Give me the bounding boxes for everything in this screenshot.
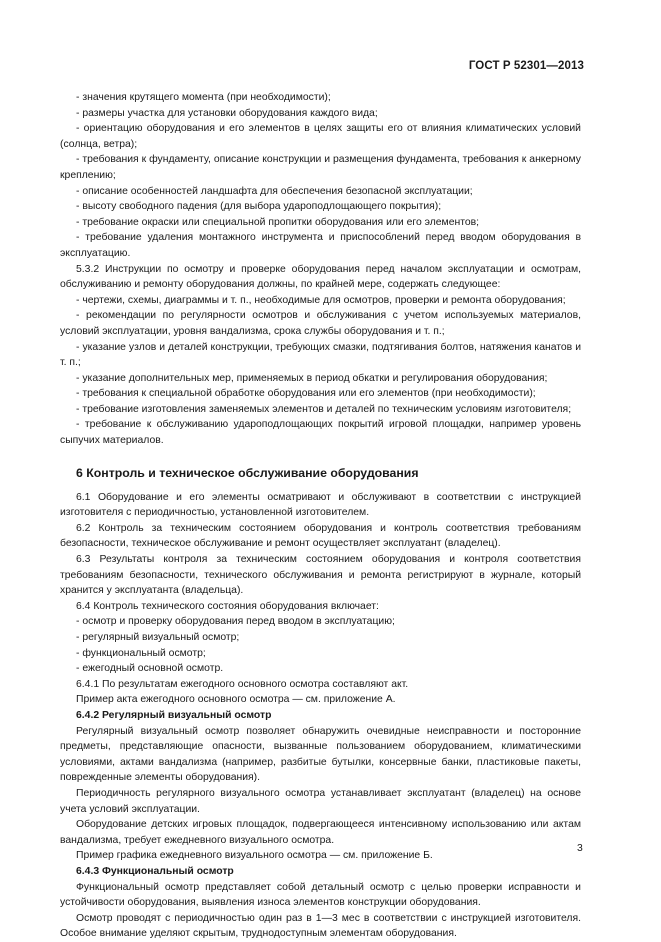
subsection-heading: 6.4.2 Регулярный визуальный осмотр [76,709,272,721]
paragraph: - чертежи, схемы, диаграммы и т. п., необходимые для осмотров, проверки и ремонта оборудования; [76,294,566,306]
page-number: 3 [577,843,583,854]
paragraph: - размеры участка для установки оборудования каждого вида; [76,107,378,119]
paragraph: 6.2 Контроль за техническим состоянием оборудования и контроль соответствия требованиям безопасности, техническое обслуживание и ремонт осуществляет эксплуатант (владелец). [60,522,581,550]
paragraph: Пример акта ежегодного основного осмотра — см. приложение А. [76,694,396,706]
paragraph: - требования к фундаменту, описание конструкции и размещения фундамента, требования к анкерному креплению; [60,154,581,181]
paragraph: - значения крутящего момента (при необходимости); [76,92,331,103]
paragraph: - требование к обслуживанию удароподлощающих покрытий игровой площадки, например уровень сыпучих материалов. [60,419,581,447]
paragraph: - указание узлов и деталей конструкции, требующих смазки, подтягивания болтов, натяжения канатов и т. п.; [60,341,581,369]
paragraph: - описание особенностей ландшафта для обеспечения безопасной эксплуатации; [76,185,473,197]
paragraph: Периодичность регулярного визуального осмотра устанавливает эксплуатант (владелец) на основе учета условий эксплуатации. [60,787,581,815]
paragraph: - требование окраски или специальной пропитки оборудования или его элементов; [76,216,480,228]
paragraph: 6.3 Результаты контроля за техническим состоянием оборудования и контроля соответствия требованиям безопасности, технического обслуживания и ремонта регистрируют в журнале, который хранится у эксплуатанта (владельца). [60,554,581,597]
subsection-heading: 6.4.3 Функциональный осмотр [76,865,234,877]
paragraph: - ежегодный основной осмотр. [76,663,224,675]
standard-header: ГОСТ Р 52301—2013 [468,60,584,72]
paragraph: 5.3.2 Инструкции по осмотру и проверке оборудования перед началом эксплуатации и осмотрам, обслуживанию и ремонту оборудования должны, по крайней мере, содержать следующее: [60,263,581,291]
paragraph: - требование удаления монтажного инструмента и приспособлений перед вводом оборудования в эксплуатацию. [60,232,581,259]
paragraph: - требования к специальной обработке оборудования или его элементов (при необходимости); [76,388,536,400]
paragraph: - рекомендации по регулярности осмотров и обслуживания с учетом используемых материалов, условий эксплуатации, уровня вандализма, срока службы оборудования и т. п.; [60,310,581,337]
paragraph: 6.4 Контроль технического состояния оборудования включает: [76,600,379,612]
paragraph: - регулярный визуальный осмотр; [76,632,240,643]
document-body [60,90,581,942]
paragraph: - функциональный осмотр; [76,647,206,659]
paragraph: Функциональный осмотр представляет собой детальный осмотр с целью проверки исправности и устойчивости оборудования, выявления износа элементов конструкции оборудования. [60,881,581,909]
paragraph: 6.4.1 По результатам ежегодного основного осмотра составляют акт. [76,678,409,690]
paragraph: Осмотр проводят с периодичностью один раз в 1—3 мес в соответствии с инструкцией изготовителя. Особое внимание уделяют скрытым, труднодоступным элементам оборудования. [60,912,581,940]
paragraph: - требование изготовления заменяемых элементов и деталей по техническим условиям изготовителя; [76,403,572,415]
section-heading: 6 Контроль и техническое обслуживание оборудования [76,465,419,480]
paragraph: Оборудование детских игровых площадок, подвергающееся интенсивному использованию или актам вандализма, требует ежедневного визуального осмотра. [60,819,581,846]
paragraph: - осмотр и проверку оборудования перед вводом в эксплуатацию; [76,616,395,628]
paragraph: Пример графика ежедневного визуального осмотра — см. приложение Б. [76,850,433,862]
paragraph: - указание дополнительных мер, применяемых в период обкатки и регулирования оборудования; [76,372,548,384]
paragraph: 6.1 Оборудование и его элементы осматривают и обслуживают в соответствии с инструкцией изготовителя с периодичностью, установленной изготовителем. [60,491,581,519]
paragraph: Регулярный визуальный осмотр позволяет обнаружить очевидные неисправности и посторонние предметы, представляющие опасности, вызванные пользованием оборудованием, климатическими условиями, актами вандализма (например, разбитые бутылки, консервные банки, пластиковые пакеты, поврежденные элементы оборудования). [60,725,581,784]
paragraph: - высоту свободного падения (для выбора удароподлощающего покрытия); [76,201,442,213]
paragraph: - ориентацию оборудования и его элементов в целях защиты его от влияния климатических условий (солнца, ветра); [60,123,581,150]
